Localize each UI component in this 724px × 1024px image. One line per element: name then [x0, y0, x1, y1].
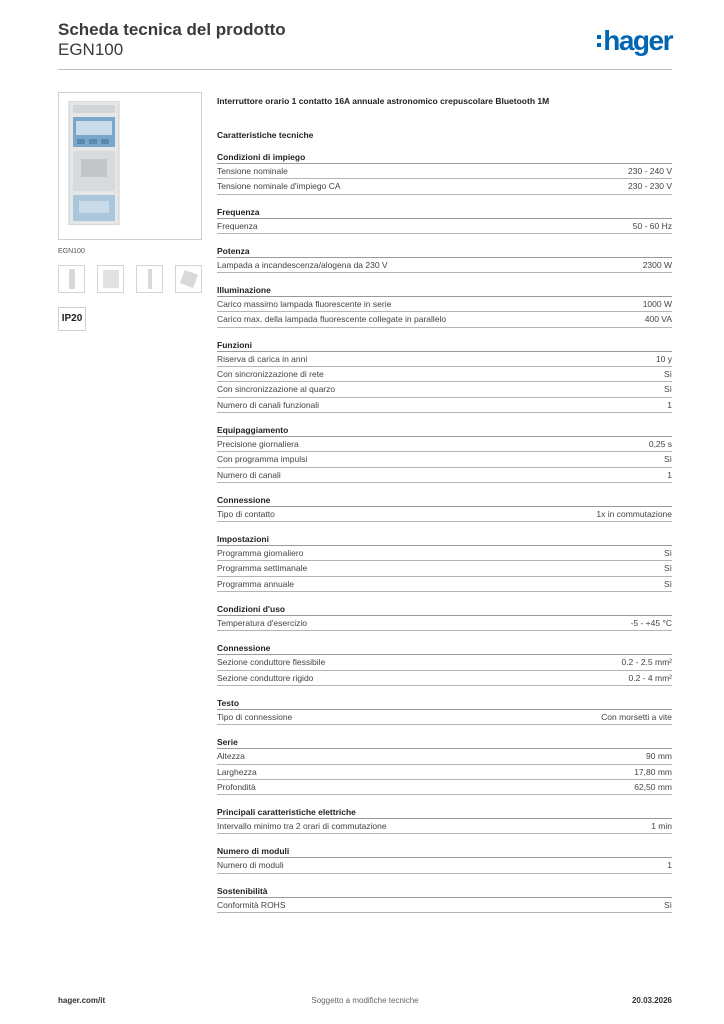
spec-value: 1000 W [642, 299, 672, 310]
spec-label: Tensione nominale d'impiego CA [217, 181, 341, 192]
spec-section-title: Connessione [217, 642, 672, 655]
spec-row [217, 382, 672, 397]
product-description: Interruttore orario 1 contatto 16A annuale astronomico crepuscolare Bluetooth 1M [217, 96, 550, 106]
spec-value: 17,80 mm [634, 766, 672, 777]
spec-value: Sì [663, 563, 672, 574]
spec-section [217, 736, 672, 795]
header-divider [58, 69, 672, 70]
footer-date: 20.03.2026 [631, 996, 672, 1005]
spec-section-title: Condizioni di impiego [217, 151, 672, 164]
spec-row [217, 765, 672, 780]
footer-notice: Soggetto a modifiche tecniche [311, 996, 419, 1005]
spec-label: Carico max. della lampada fluorescente collegate in parallelo [217, 314, 447, 325]
spec-row [217, 352, 672, 367]
spec-value: 50 - 60 Hz [632, 220, 672, 231]
spec-value: 0.2 - 2.5 mm² [621, 657, 672, 668]
spec-value: Sì [663, 548, 672, 559]
spec-label: Temperatura d'esercizio [217, 618, 307, 629]
spec-section [217, 885, 672, 913]
spec-value: 2300 W [642, 259, 672, 270]
spec-row [217, 367, 672, 382]
spec-section-title: Numero di moduli [217, 845, 672, 858]
spec-row [217, 561, 672, 576]
spec-label: Programma giornaliero [217, 548, 304, 559]
spec-row [217, 780, 672, 795]
spec-section [217, 151, 672, 195]
spec-label: Tensione nominale [217, 166, 288, 176]
spec-value: 1 [667, 399, 672, 410]
ip-rating-badge: IP20 [58, 307, 86, 331]
spec-row [217, 749, 672, 764]
spec-section [217, 245, 672, 273]
spec-row [217, 655, 672, 670]
spec-row [217, 468, 672, 483]
spec-label: Frequenza [217, 220, 258, 231]
spec-row [217, 858, 672, 873]
spec-label: Intervallo minimo tra 2 orari di commutazione [217, 821, 387, 832]
spec-label: Altezza [217, 751, 245, 762]
spec-section [217, 494, 672, 522]
spec-section [217, 339, 672, 413]
spec-label: Programma settimanale [217, 563, 308, 574]
spec-value: 1 [667, 469, 672, 480]
spec-label: Con sincronizzazione di rete [217, 369, 324, 380]
spec-value: -5 - +45 °C [630, 618, 672, 629]
spec-label: Numero di canali funzionali [217, 399, 320, 410]
spec-value: 0.2 - 4 mm² [628, 672, 672, 683]
spec-row [217, 819, 672, 834]
spec-section [217, 424, 672, 483]
spec-label: Precisione giornaliera [217, 438, 299, 449]
spec-section [217, 806, 672, 834]
spec-section [217, 845, 672, 873]
spec-row [217, 179, 672, 194]
spec-value: 62,50 mm [634, 781, 672, 792]
spec-value: 400 VA [644, 314, 672, 325]
spec-row [217, 452, 672, 467]
hager-logo [597, 26, 672, 56]
product-image[interactable] [58, 92, 202, 240]
spec-section-title: Illuminazione [217, 284, 672, 297]
spec-label: Tipo di contatto [217, 508, 275, 519]
spec-row [217, 546, 672, 561]
spec-section-title: Impostazioni [217, 533, 672, 546]
spec-value: 90 mm [646, 751, 672, 762]
spec-section [217, 642, 672, 686]
spec-row [217, 710, 672, 725]
spec-row [217, 297, 672, 312]
spec-row [217, 219, 672, 234]
thumbnail-detail[interactable] [97, 265, 124, 293]
spec-value: Sì [663, 369, 672, 380]
spec-sections [217, 151, 672, 913]
thumbnail-strip [58, 265, 202, 293]
specs-heading: Caratteristiche tecniche [217, 130, 314, 140]
spec-section-title: Principali caratteristiche elettriche [217, 806, 672, 819]
spec-label: Con sincronizzazione al quarzo [217, 384, 336, 395]
logo-dots-icon [597, 33, 601, 49]
spec-label: Larghezza [217, 766, 257, 777]
product-code: EGN100 [58, 40, 124, 59]
spec-value: Con morsetti a vite [601, 711, 672, 722]
logo-text: hager [603, 25, 672, 56]
thumbnail-side[interactable] [136, 265, 163, 293]
spec-row [217, 164, 672, 179]
page-header [58, 20, 672, 70]
spec-section-title: Connessione [217, 494, 672, 507]
spec-value: 1 min [651, 821, 672, 832]
spec-section [217, 603, 672, 631]
spec-row [217, 437, 672, 452]
footer-website-link[interactable]: hager.com/it [58, 996, 106, 1005]
spec-section-title: Sostenibilità [217, 885, 672, 898]
spec-row [217, 898, 672, 913]
spec-label: Numero di canali [217, 469, 281, 480]
spec-section [217, 206, 672, 234]
spec-section [217, 697, 672, 725]
spec-row [217, 671, 672, 686]
spec-label: Conformità ROHS [217, 899, 286, 910]
spec-section-title: Frequenza [217, 206, 672, 219]
spec-label: Profondità [217, 781, 256, 792]
spec-section [217, 533, 672, 592]
spec-value: Sì [663, 578, 672, 589]
spec-section-title: Condizioni d'uso [217, 603, 672, 616]
spec-section-title: Equipaggiamento [217, 424, 672, 437]
spec-label: Riserva di carica in anni [217, 353, 308, 364]
spec-value: 0,25 s [648, 438, 672, 449]
spec-row [217, 616, 672, 631]
spec-row [217, 398, 672, 413]
spec-value: 230 - 230 V [628, 181, 672, 192]
spec-label: Tipo di connessione [217, 711, 293, 722]
spec-value: Sì [663, 454, 672, 465]
spec-value: Sì [663, 899, 672, 910]
spec-row [217, 507, 672, 522]
spec-value: 230 - 240 V [628, 166, 672, 176]
product-media-column [58, 92, 202, 331]
spec-label: Numero di moduli [217, 860, 284, 871]
product-image-label: EGN100 [58, 248, 85, 255]
spec-section-title: Potenza [217, 245, 672, 258]
page-title: Scheda tecnica del prodotto [58, 20, 286, 39]
spec-value: 1 [667, 860, 672, 871]
spec-row [217, 577, 672, 592]
spec-value: Sì [663, 384, 672, 395]
specs-column [217, 96, 672, 924]
spec-section [217, 284, 672, 328]
spec-label: Con programma impulsi [217, 454, 308, 465]
time-switch-device-icon [67, 101, 121, 225]
spec-row [217, 258, 672, 273]
spec-value: 10 y [655, 353, 672, 364]
spec-row [217, 312, 672, 327]
spec-section-title: Funzioni [217, 339, 672, 352]
spec-section-title: Serie [217, 736, 672, 749]
spec-label: Sezione conduttore flessibile [217, 657, 326, 668]
thumbnail-angle[interactable] [175, 265, 202, 293]
thumbnail-front[interactable] [58, 265, 85, 293]
spec-label: Lampada a incandescenza/alogena da 230 V [217, 259, 388, 270]
spec-section-title: Testo [217, 697, 672, 710]
spec-value: 1x in commutazione [596, 508, 672, 519]
spec-label: Sezione conduttore rigido [217, 672, 314, 683]
spec-label: Carico massimo lampada fluorescente in serie [217, 299, 392, 310]
spec-label: Programma annuale [217, 578, 295, 589]
